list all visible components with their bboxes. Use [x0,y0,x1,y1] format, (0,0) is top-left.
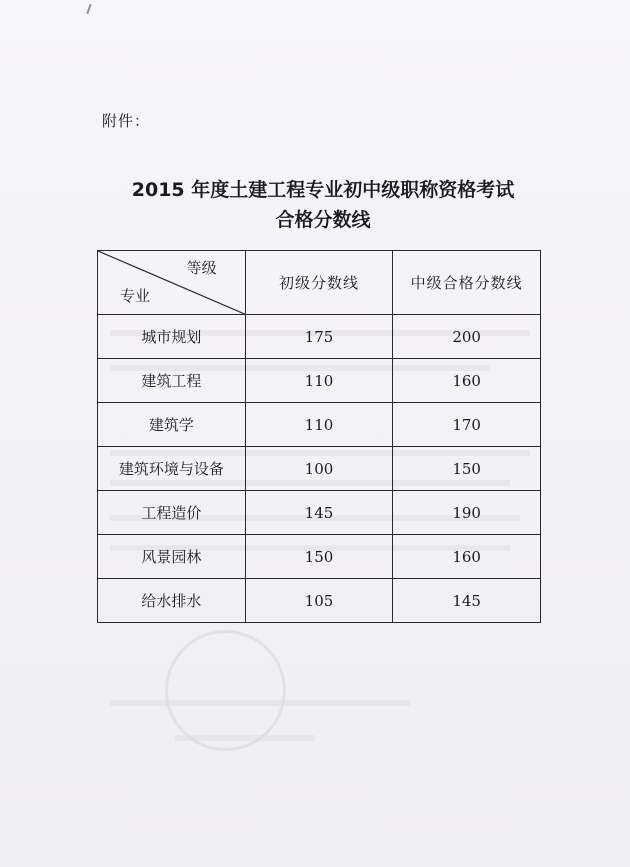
major-cell: 建筑工程 [98,359,246,403]
bleed-through-stamp [165,630,286,751]
middle-score-cell: 160 [393,535,541,579]
major-cell: 建筑学 [98,403,246,447]
pen-mark [86,4,91,14]
primary-score-cell: 100 [245,447,393,491]
middle-score-cell: 145 [393,579,541,623]
major-cell: 风景园林 [98,535,246,579]
primary-score-cell: 110 [245,403,393,447]
score-table [97,250,541,623]
header-primary-score [245,251,393,315]
middle-score-cell: 150 [393,447,541,491]
table-header-row [98,251,541,315]
major-cell: 工程造价 [98,491,246,535]
middle-score-cell: 190 [393,491,541,535]
attachment-label: 附件： [102,112,151,130]
header-middle-label: 中级合格分数线 [410,274,523,292]
document-title: 2015 年度土建工程专业初中级职称资格考试 [131,179,515,201]
table-row [98,359,541,403]
table-row [98,403,541,447]
primary-score-cell: 150 [245,535,393,579]
primary-score-cell: 105 [245,579,393,623]
middle-score-cell: 200 [393,315,541,359]
document-subtitle: 合格分数线 [275,209,371,231]
middle-score-cell: 160 [393,359,541,403]
major-cell: 城市规划 [98,315,246,359]
table-row [98,447,541,491]
header-primary-label: 初级分数线 [278,274,359,292]
table-row [98,491,541,535]
table-row [98,535,541,579]
primary-score-cell: 175 [245,315,393,359]
corner-major-label: 专业 [120,287,151,305]
table-row [98,579,541,623]
corner-grade-label: 等级 [186,259,217,277]
corner-header-cell [98,251,246,315]
table-row [98,315,541,359]
middle-score-cell: 170 [393,403,541,447]
major-cell: 建筑环境与设备 [98,447,246,491]
primary-score-cell: 145 [245,491,393,535]
primary-score-cell: 110 [245,359,393,403]
major-cell: 给水排水 [98,579,246,623]
header-middle-score [393,251,541,315]
